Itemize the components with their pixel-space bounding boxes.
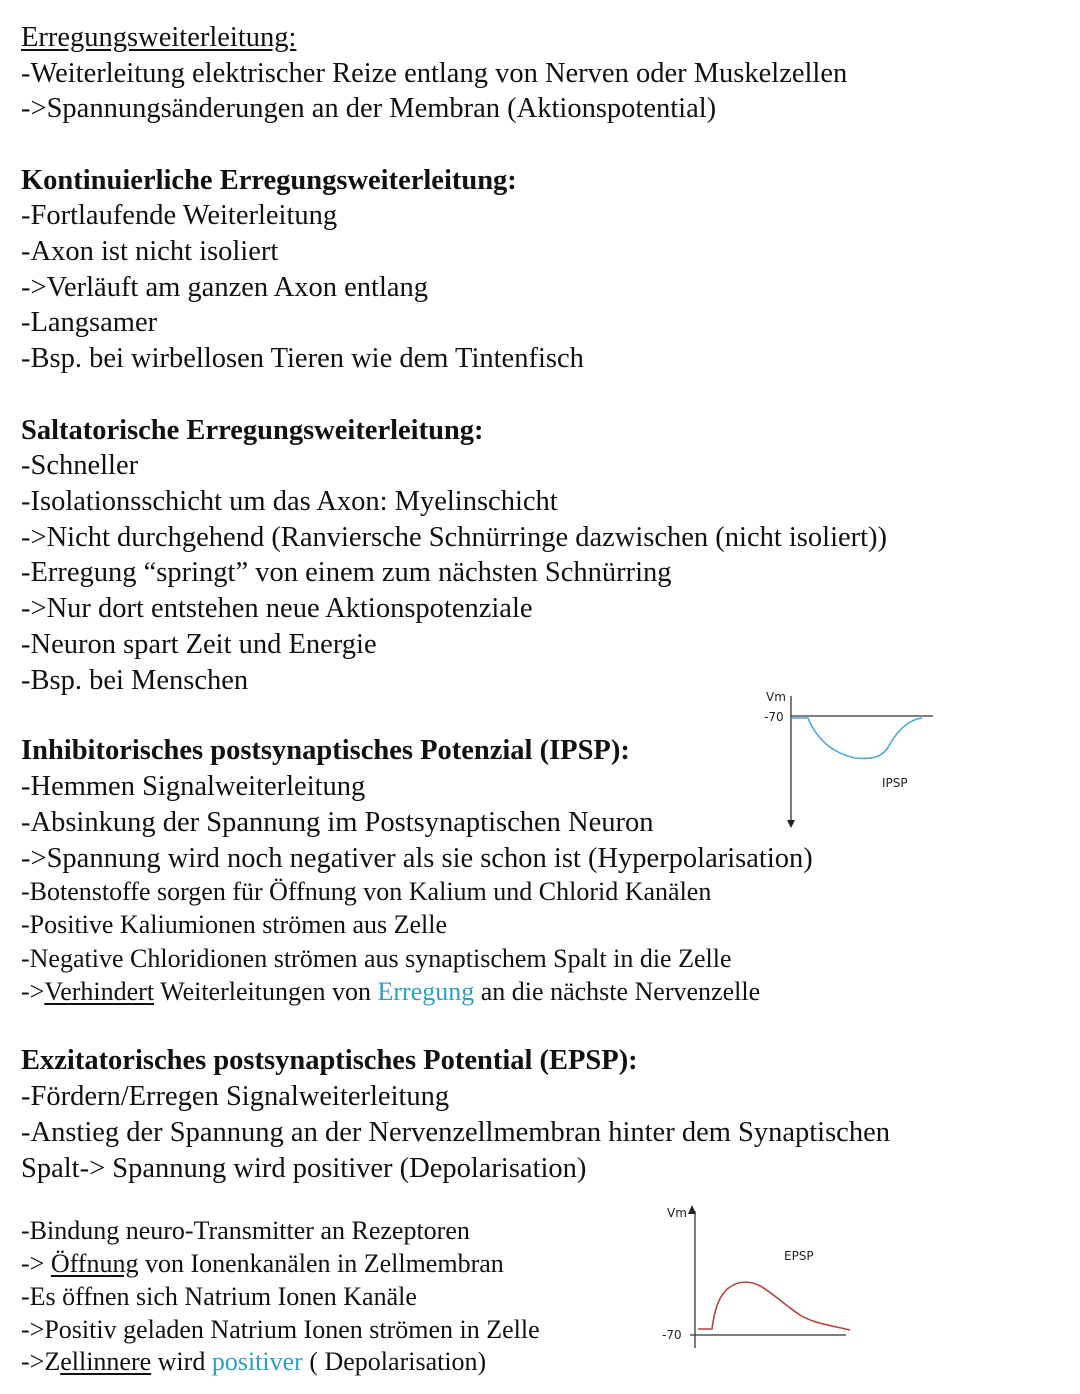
text-line: -Hemmen Signalweiterleitung xyxy=(21,771,366,802)
ipsp-ylabel: Vm xyxy=(766,690,786,704)
text-line: -Fördern/Erregen Signalweiterleitung xyxy=(21,1081,450,1112)
ipsp-label: IPSP xyxy=(882,776,908,790)
text-line: -Positive Kaliumionen strömen aus Zelle xyxy=(21,910,448,939)
text-line: ->Spannung wird noch negativer als sie schon ist (Hyperpolarisation) xyxy=(21,843,813,874)
text-line: Spalt-> Spannung wird positiver (Depolarisation) xyxy=(21,1153,587,1184)
text-line: -Fortlaufende Weiterleitung xyxy=(21,200,338,231)
text: an die nächste Nervenzelle xyxy=(474,977,761,1006)
text-line: -Bindung neuro-Transmitter an Rezeptoren xyxy=(21,1216,470,1245)
epsp-tick: -70 xyxy=(662,1328,682,1342)
ipsp-curve xyxy=(791,718,922,758)
text-line: -Negative Chloridionen strömen aus synaptischem Spalt in die Zelle xyxy=(21,944,732,973)
ipsp-diagram xyxy=(740,680,950,830)
text-line: -Neuron spart Zeit und Energie xyxy=(21,629,377,660)
text-line: -Bsp. bei wirbellosen Tieren wie dem Tintenfisch xyxy=(21,343,584,374)
text: -> xyxy=(21,977,45,1006)
text-line: -Schneller xyxy=(21,450,139,481)
underlined-text: ellinnere xyxy=(60,1347,152,1376)
epsp-curve xyxy=(698,1282,850,1330)
text-line: -Weiterleitung elektrischer Reize entlang von Nerven oder Muskelzellen xyxy=(21,58,848,89)
text: -> xyxy=(21,1249,51,1278)
heading-epsp: Exzitatorisches postsynaptisches Potential (EPSP): xyxy=(21,1045,638,1076)
underlined-text: Öffnung xyxy=(50,1249,139,1278)
epsp-ylabel: Vm xyxy=(667,1206,687,1220)
underlined-text: Verhindert xyxy=(44,977,155,1006)
text: wird xyxy=(151,1347,212,1376)
heading-kontinuierlich: Kontinuierliche Erregungsweiterleitung: xyxy=(21,165,517,196)
epsp-label: EPSP xyxy=(784,1249,814,1263)
text: ->Z xyxy=(21,1347,61,1376)
text: Weiterleitungen von xyxy=(154,977,378,1006)
heading-ipsp: Inhibitorisches postsynaptisches Potenzial (IPSP): xyxy=(21,735,630,766)
text-line: -Langsamer xyxy=(21,307,158,338)
text-line: ->Verläuft am ganzen Axon entlang xyxy=(21,272,429,303)
text-line: -Es öffnen sich Natrium Ionen Kanäle xyxy=(21,1282,417,1311)
text-line xyxy=(21,1249,504,1279)
heading-erregungsweiterleitung: Erregungsweiterleitung: xyxy=(21,22,297,53)
text-line: ->Nicht durchgehend (Ranviersche Schnürringe dazwischen (nicht isoliert)) xyxy=(21,522,888,553)
text-line xyxy=(21,977,760,1007)
highlighted-text: positiver xyxy=(211,1347,303,1376)
text: von Ionenkanälen in Zellmembran xyxy=(138,1249,504,1278)
highlighted-text: Erregung xyxy=(377,977,475,1006)
text-line: ->Positiv geladen Natrium Ionen strömen in Zelle xyxy=(21,1315,540,1344)
text-line: -Absinkung der Spannung im Postsynaptischen Neuron xyxy=(21,807,654,838)
text-line: -Bsp. bei Menschen xyxy=(21,665,249,696)
text-line: -Axon ist nicht isoliert xyxy=(21,236,279,267)
text-line: -Isolationsschicht um das Axon: Myelinschicht xyxy=(21,486,558,517)
text-line: -Erregung “springt” von einem zum nächsten Schnürring xyxy=(21,557,672,588)
text-line: -Anstieg der Spannung an der Nervenzellmembran hinter dem Synaptischen xyxy=(21,1117,890,1148)
text-line: ->Spannungsänderungen an der Membran (Aktionspotential) xyxy=(21,93,717,124)
text: ( Depolarisation) xyxy=(302,1347,487,1376)
text-line: -Botenstoffe sorgen für Öffnung von Kalium und Chlorid Kanälen xyxy=(21,877,712,906)
epsp-diagram xyxy=(650,1195,870,1355)
heading-saltatorisch: Saltatorische Erregungsweiterleitung: xyxy=(21,415,484,446)
text-line xyxy=(21,1347,486,1377)
arrow-down-icon xyxy=(787,820,795,828)
ipsp-tick: -70 xyxy=(764,710,784,724)
text-line: ->Nur dort entstehen neue Aktionspotenziale xyxy=(21,593,533,624)
